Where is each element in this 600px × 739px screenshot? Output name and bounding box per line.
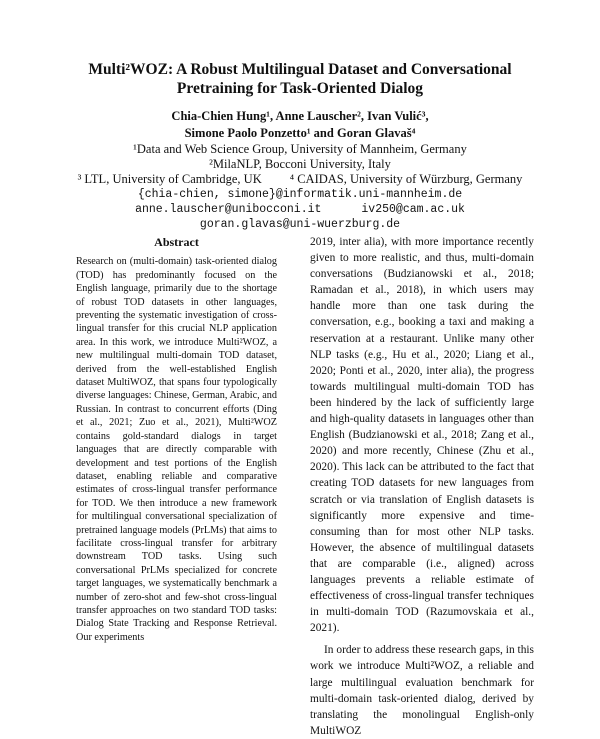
- authors-line-2: Simone Paolo Ponzetto¹ and Goran Glavaš⁴: [184, 126, 416, 140]
- email-row: [0, 202, 600, 217]
- email-line-1: {chia-chien, simone}@informatik.uni-mannheim.de: [137, 188, 463, 201]
- email-line-3: goran.glavas@uni-wuerzburg.de: [199, 218, 401, 231]
- author-list: [0, 108, 600, 142]
- intro-paragraph-2: In order to address these research gaps, in this work we introduce Multi²WOZ, a reliable and large multilingual evaluation benchmark for multi-domain task-oriented dialog, derived by translating the monolingual English-only MultiWOZ: [310, 644, 534, 737]
- affiliation-row: [0, 172, 600, 187]
- email-line-2a: anne.lauscher@unibocconi.it: [135, 203, 322, 216]
- authors-line-1: Chia-Chien Hung¹, Anne Lauscher², Ivan Vulić³,: [171, 109, 429, 123]
- abstract-column: [76, 236, 277, 644]
- abstract-text: Research on (multi-domain) task-oriented dialog (TOD) has predominantly focused on the English language, primarily due to the shortage of robust TOD datasets in other languages, preventing the systematic investigation of cross-lingual transfer for this crucial NLP application area. In this work, we introduce Multi²WOZ, a new multilingual multi-domain TOD dataset, derived from the well-established English dataset MultiWOZ, that spans four typologically diverse languages: Chinese, German, Arabic, and Russian. In contrast to concurrent efforts (Ding et al., 2021; Zuo et al., 2021), Multi²WOZ contains gold-standard dialogs in target languages that are directly comparable with development and test portions of the English dataset, enabling reliable and comparative estimates of cross-lingual transfer performance for TOD. We then introduce a new framework for multilingual conversational specialization of pretrained language models (PrLMs) that aims to facilitate cross-lingual transfer for arbitrary downstream TOD tasks. Using such conversational PrLMs specialized for concrete target languages, we systematically benchmark a number of zero-shot and few-shot cross-lingual transfer approaches on two standard TOD tasks: Dialog State Tracking and Response Retrieval. Our experiments: [76, 256, 277, 643]
- paper-title: [0, 60, 600, 98]
- affiliation-1: ¹Data and Web Science Group, University of Mannheim, Germany: [133, 142, 467, 156]
- email-line-2b: iv250@cam.ac.uk: [361, 203, 465, 216]
- paper-header: [0, 60, 600, 232]
- affiliation-4: ⁴ CAIDAS, University of Würzburg, Germany: [289, 172, 523, 186]
- title-line-1: Multi²WOZ: A Robust Multilingual Dataset and Conversational: [88, 61, 512, 78]
- title-line-2: Pretraining for Task-Oriented Dialog: [176, 80, 424, 97]
- intro-paragraph-1: 2019, inter alia), with more importance recently given to more realistic, and thus, multi-domain conversations (Budzianowski et al., 2018; Ramadan et al., 2018), in which users may handle more than one task during the conversation, e.g., booking a taxi and making a reservation at a restaurant. Unlike many other NLP tasks (e.g., Hu et al., 2020; Liang et al., 2020; Ponti et al., 2020, inter alia), the progress towards multilingual multi-domain TOD has been hindered by the lack of sufficiently large and high-quality datasets in languages other than English (Budzianowski et al., 2018; Zang et al., 2020) and more recently, Chinese (Zhu et al., 2020). This lack can be attributed to the fact that creating TOD datasets for new languages from scratch or via translation of English datasets is significantly more expensive and time-consuming than for most other NLP tasks. However, the absence of multilingual datasets that are comparable (i.e., aligned) across languages prevents a reliable estimate of effectiveness of cross-lingual transfer techniques in multi-domain TOD (Razumovskaia et al., 2021).: [310, 236, 534, 635]
- introduction-column: [310, 234, 534, 739]
- affiliations: [0, 142, 600, 187]
- abstract-heading: Abstract: [154, 235, 199, 249]
- affiliation-3: ³ LTL, University of Cambridge, UK: [77, 172, 262, 186]
- email-block: [0, 187, 600, 232]
- affiliation-2: ²MilaNLP, Bocconi University, Italy: [209, 157, 391, 171]
